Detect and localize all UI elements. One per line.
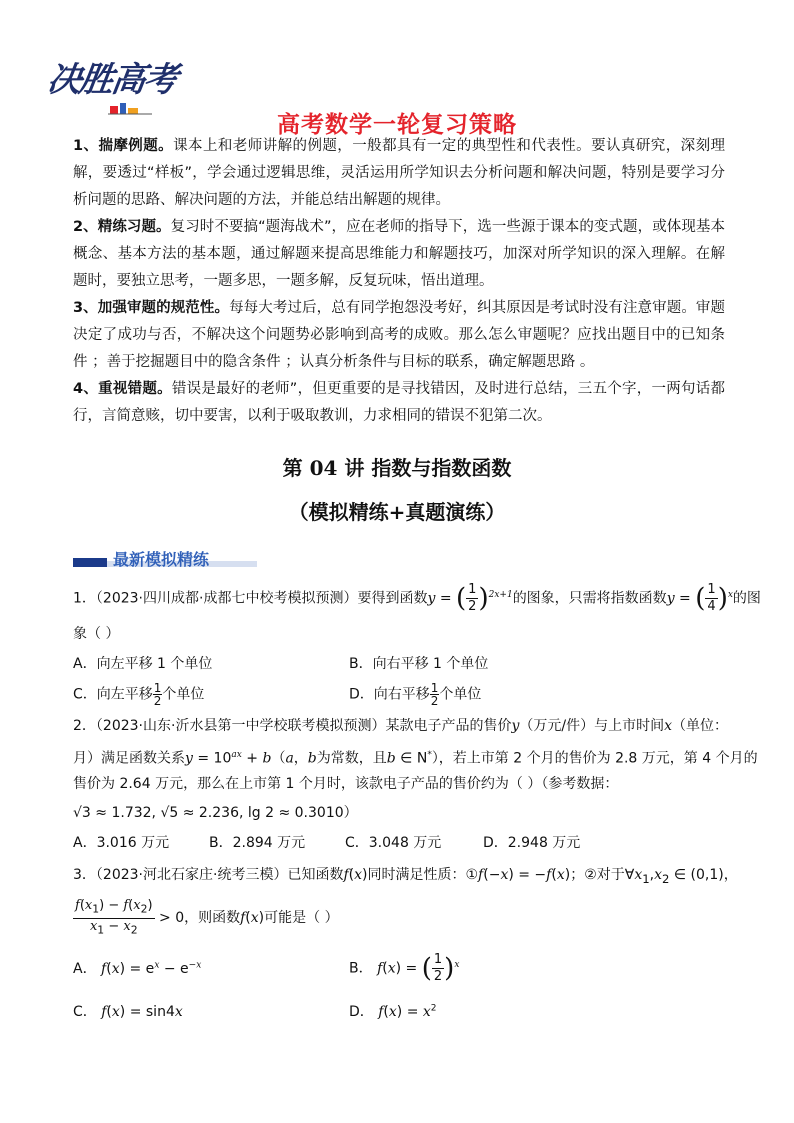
option-c[interactable]: C． f(x) = sin4x [73,1004,183,1020]
question-text: 的图 [732,590,761,607]
fraction: $\frac{1}{2}$ [153,681,162,708]
question-1-line-1: 1．（2023·四川成都·成都七中校考模拟预测）要得到函数y = ( $\frac{1}{2})^{2x+1}$的图象，只需将指数函数y = ( $\frac{1}{4})^x$的图 [73,582,761,614]
question-3-line-1: 3．（2023·河北石家庄·统考三模）已知函数f(x)同时满足性质：①f(−x) = −f(x)；②对于$\forall x_1,x_2$ ∈ (0,1)， [73,867,738,886]
question-3-line-2: $\frac{f(x_1) - f(x_2)}{x_1 - x_2} > 0$，则函数f(x)可能是（ ） [75,898,339,937]
question-text: 的图象，只需将指数函数 [512,590,667,607]
section-bar-dark [73,558,107,567]
strategy-4-body: 错误是最好的老师”，但更重要的是寻找错因，及时进行总结，三五个字，一两句话都行，言简意赅，切中要害，以利于吸取教训，力求相同的错误不犯第二次。 [73,381,725,424]
section-label: 最新模拟精练 [113,550,210,569]
strategy-3-body: 每每大考过后，总有同学抱怨没考好，纠其原因是考试时没有注意审题。审题决定了成功与否，不解决这个问题势必影响到高考的成败。那么怎么审题呢？应找出题目中的已知条件 ；善于挖掘题目中的隐含条件 ；认真分析条件与目标的联系，确定解题思路 。 [73,300,726,370]
strategy-4-head: 4、重视错题。 [73,381,172,397]
fraction: $\frac{1}{2}$ [430,681,439,708]
strategy-2-body: 复习时不要搞“题海战术”，应在老师的指导下，选一些源于课本的变式题，或体现基本概念、基本方法的基本题，通过解题来提高思维能力和解题技巧，加深对所学知识的深入理解。在解题时，要独立思考，一题多思，一题多解，反复玩味，悟出道理。 [73,219,725,289]
question-2-line-3: 售价为 2.64 万元，那么在上市第 1 个月时，该款电子产品的售价约为（ ）（参考数据： [73,776,619,792]
option-a[interactable]: A．3.016 万元 [73,835,170,851]
option-c[interactable]: C．向左平移 $\frac{1}{2}$ 个单位 [73,681,205,708]
option-c[interactable]: C．3.048 万元 [345,835,442,851]
question-text: 要得到函数 [357,590,428,607]
logo-text: 决胜高考 [44,60,179,100]
fraction: $\frac{1}{2}$ [468,582,477,614]
option-b[interactable]: B．2.894 万元 [209,835,306,851]
option-d[interactable]: D．向右平移 $\frac{1}{2}$ 个单位 [349,681,482,708]
question-1-line-2: 象（ ） [73,626,120,642]
question-2-line-4: √3 ≈ 1.732, √5 ≈ 2.236, lg 2 ≈ 0.3010） [73,805,358,821]
section-header [73,547,263,569]
strategy-1 [73,133,725,214]
strategy-4 [73,376,725,430]
option-a[interactable]: A．向左平移 1 个单位 [73,656,213,672]
option-a[interactable]: A． $f(x) = e^x - e^{-x}$ [73,960,202,977]
strategy-3 [73,295,725,376]
fraction: $\frac{f(x_1) - f(x_2)}{x_1 - x_2}$ [75,898,153,937]
main-title: 高考数学一轮复习策略 [277,112,517,138]
option-d[interactable]: D．2.948 万元 [483,835,581,851]
option-d[interactable]: D． $f(x) = x^2$ [349,1003,437,1020]
option-b[interactable]: B． f(x) = ( $\frac{1}{2})^x$ [349,952,460,984]
strategy-2 [73,214,725,295]
lecture-subtitle: （模拟精练+真题演练） [288,500,506,524]
option-b[interactable]: B．向右平移 1 个单位 [349,656,489,672]
strategy-1-body: 课本上和老师讲解的例题，一般都具有一定的典型性和代表性。要认真研究，深刻理解，要透过“样板”，学会通过逻辑思维，灵活运用所学知识去分析问题和解决问题，特别是要学习分析问题的思路、解决问题的方法，并能总结出解题的规律。 [73,138,726,208]
question-source: （2023·四川成都·成都七中校考模拟预测） [95,590,358,607]
question-2-line-2: 月）满足函数关系$y = 10^{ax} + b(a$，b为常数，且b ∈ N*），若上市第 2 个月的售价为 2.8 万元，第 4 个月的 [73,750,758,767]
question-2-line-1: 2．（2023·山东·沂水县第一中学校联考模拟预测）某款电子产品的售价y（万元/件）与上市时间x（单位： [73,718,728,734]
strategy-3-head: 3、加强审题的规范性。 [73,300,230,316]
strategy-2-head: 2、精练习题。 [73,219,171,235]
question-number: 1． [73,590,96,607]
formula: y [427,590,436,607]
lecture-title: 第 04 讲 指数与指数函数 [282,456,512,480]
strategy-1-head: 1、揣摩例题。 [73,138,174,154]
